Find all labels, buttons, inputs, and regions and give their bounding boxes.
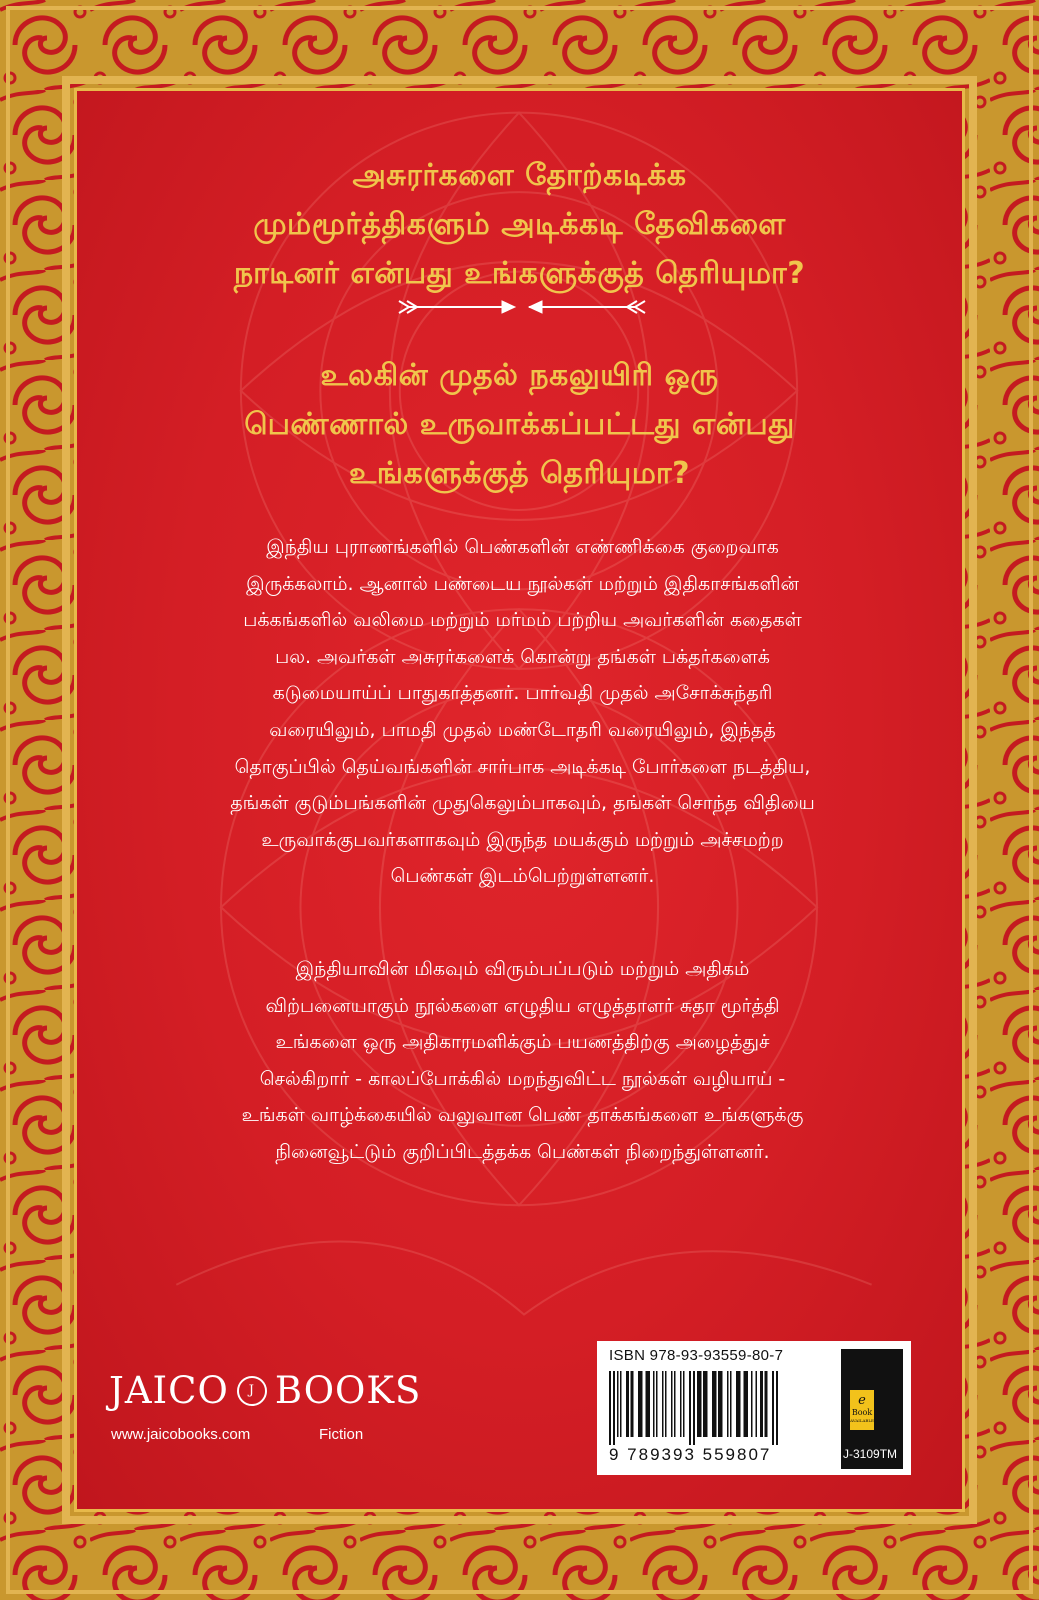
barcode-bar — [674, 1371, 676, 1437]
tagline-line: நாடினர் என்பது உங்களுக்குத் தெரியுமா? — [233, 256, 806, 291]
ebook-badge-book: Book — [851, 1408, 873, 1417]
synopsis-line: தொகுப்பில் தெய்வங்களின் சார்பாக அடிக்கடி போர்களை நடத்திய, — [234, 755, 811, 778]
publisher-website: www.jaicobooks.com — [111, 1426, 251, 1443]
barcode-bar — [772, 1371, 774, 1445]
synopsis-line: தங்கள் குடும்பங்களின் முதுகெலும்பாகவும், தங்கள் சொந்த விதியை — [230, 792, 815, 815]
catalog-code: J-3109TM — [843, 1447, 898, 1461]
genre-label: Fiction — [319, 1426, 364, 1443]
tagline-bottom — [77, 351, 962, 498]
synopsis-line: செல்கிறார் - காலப்போக்கில் மறந்துவிட்ட நூல்கள் வழியாய் - — [259, 1067, 786, 1090]
red-text-panel — [74, 88, 965, 1512]
barcode-bar — [730, 1371, 732, 1437]
synopsis-line: பல. அவர்கள் அசுரர்களைக் கொன்று தங்கள் பக்தர்களைக் — [275, 645, 770, 668]
synopsis-line: வரையிலும், பாமதி முதல் மண்டோதரி வரையிலும், இந்தத் — [269, 718, 776, 741]
arrow-divider-icon — [397, 297, 647, 317]
synopsis-paragraph-1 — [97, 529, 948, 895]
barcode-bar — [718, 1371, 723, 1437]
barcode-bar — [776, 1371, 778, 1445]
barcode-bar — [683, 1371, 685, 1437]
barcode-bar — [744, 1371, 749, 1437]
barcode-bar — [665, 1371, 667, 1437]
tagline-top — [77, 151, 962, 298]
ebook-panel — [841, 1349, 903, 1469]
publisher-name-left: JAICO — [109, 1369, 229, 1412]
barcode-bar — [765, 1371, 768, 1437]
publisher-logo — [109, 1369, 421, 1412]
synopsis-line: பெண்கள் இடம்பெற்றுள்ளனர். — [390, 865, 655, 888]
barcode-bar — [680, 1371, 682, 1437]
barcode-bar — [760, 1371, 763, 1437]
ebook-available-badge — [849, 1389, 875, 1431]
barcode-bar — [653, 1371, 655, 1437]
barcode-bar — [656, 1371, 658, 1437]
ebook-badge-e: e — [858, 1393, 866, 1408]
barcode-bar — [693, 1371, 695, 1445]
barcode-bar — [631, 1371, 634, 1437]
barcode-bar — [646, 1371, 651, 1437]
barcode-bar — [727, 1371, 729, 1437]
publisher-emblem-icon: J — [237, 1376, 267, 1406]
synopsis-line: உங்கள் வாழ்க்கையில் வலுவான பெண் தாக்கங்களை உங்களுக்கு — [241, 1104, 804, 1127]
tagline-line: அசுரர்களை தோற்கடிக்க — [352, 158, 687, 193]
barcode-bar — [671, 1371, 673, 1437]
barcode-bar — [617, 1371, 619, 1437]
publisher-name-right: BOOKS — [274, 1369, 422, 1412]
tagline-line: பெண்ணால் உருவாக்கப்பட்டது என்பது — [244, 407, 795, 442]
barcode-bar — [736, 1371, 741, 1437]
barcode-bar — [662, 1371, 664, 1437]
synopsis-line: உருவாக்குபவர்களாகவும் இருந்த மயக்கும் மற்றும் அச்சமற்ற — [261, 828, 784, 851]
synopsis-line: இந்திய புராணங்களில் பெண்களின் எண்ணிக்கை குறைவாக — [266, 536, 779, 558]
barcode-digits: 9 789393 559807 — [609, 1445, 772, 1464]
synopsis-line: உங்களை ஒரு அதிகாரமளிக்கும் பயணத்திற்கு அழைத்துச் — [275, 1031, 770, 1054]
synopsis-line: கடுமையாய்ப் பாதுகாத்தனர். பார்வதி முதல் அசோக்சுந்தரி — [272, 682, 773, 705]
synopsis-line: இந்தியாவின் மிகவும் விரும்பப்படும் மற்றும் அதிகம் — [295, 958, 750, 980]
synopsis-line: விற்பனையாகும் நூல்களை எழுதிய எழுத்தாளர் சுதா மூர்த்தி — [265, 994, 780, 1017]
barcode-bar — [620, 1371, 622, 1437]
barcode-bar — [703, 1371, 708, 1437]
synopsis-line: நினைவூட்டும் குறிப்பிடத்தக்க பெண்கள் நிறைந்துள்ளனர். — [275, 1140, 770, 1163]
isbn-label: ISBN 978-93-93559-80-7 — [609, 1347, 784, 1364]
isbn-barcode-block — [597, 1341, 911, 1475]
barcode-bar — [613, 1371, 615, 1445]
barcode-bar — [697, 1371, 702, 1437]
barcode-image — [607, 1371, 833, 1445]
ebook-badge-available: AVAILABLE — [850, 1418, 874, 1423]
barcode-bar — [638, 1371, 643, 1437]
barcode-bar — [756, 1371, 758, 1437]
synopsis-line: பக்கங்களில் வலிமை மற்றும் மர்மம் பற்றிய அவர்களின் கதைகள் — [243, 609, 802, 632]
barcode-bar — [626, 1371, 629, 1437]
tagline-line: மும்மூர்த்திகளும் அடிக்கடி தேவிகளை — [253, 207, 786, 242]
tagline-line: உங்களுக்குத் தெரியுமா? — [349, 456, 690, 491]
synopsis-line: இருக்கலாம். ஆனால் பண்டைய நூல்கள் மற்றும் இதிகாசங்களின் — [246, 572, 799, 595]
barcode-bar — [609, 1371, 611, 1445]
barcode-bar — [751, 1371, 753, 1437]
tagline-line: உலகின் முதல் நகலுயிரி ஒரு — [320, 358, 719, 393]
synopsis-paragraph-2 — [97, 951, 948, 1171]
barcode-bar — [712, 1371, 717, 1437]
barcode-bar — [689, 1371, 691, 1445]
